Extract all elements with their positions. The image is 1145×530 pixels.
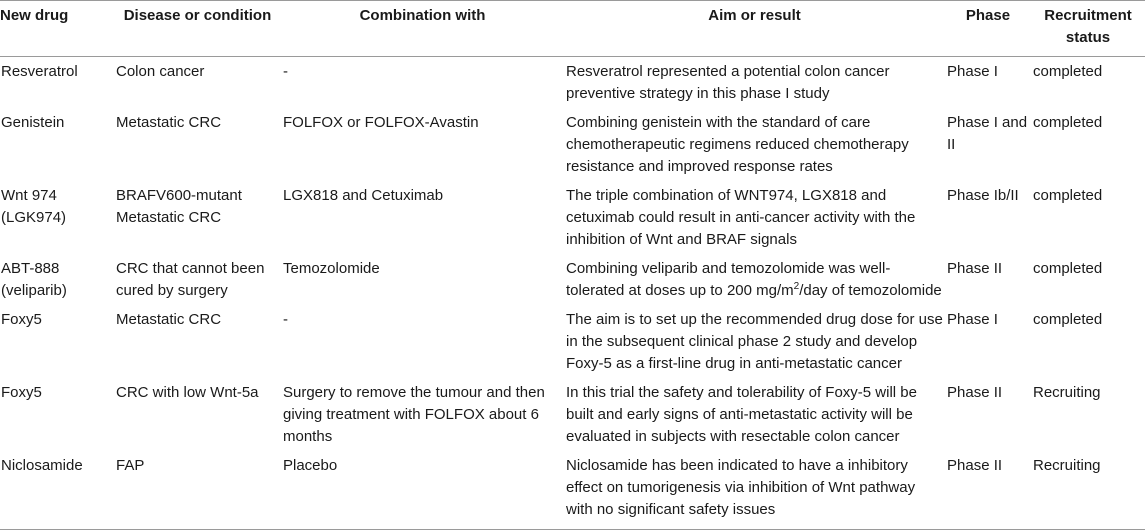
- header-disease: Disease or condition: [123, 7, 272, 24]
- table-row: [0, 378, 1145, 451]
- cell-combination: LGX818 and Cetuximab: [283, 187, 444, 204]
- cell-combination: -: [283, 63, 288, 80]
- cell-phase: Phase I: [947, 63, 998, 80]
- cell-drug: Niclosamide: [1, 457, 83, 474]
- cell-aim: [564, 254, 945, 305]
- cell-drug: Genistein: [1, 114, 65, 131]
- header-new-drug: New drug: [0, 7, 69, 24]
- table-row: [0, 57, 1145, 109]
- cell-drug: Foxy5: [1, 384, 42, 401]
- aim-superscript: 2: [793, 281, 800, 292]
- cell-status: Recruiting: [1033, 457, 1101, 474]
- cell-disease: FAP: [116, 457, 145, 474]
- cell-phase: Phase Ib/II: [947, 187, 1019, 204]
- cell-aim: The aim is to set up the recommended drug dose for use in the subsequent clinical phase 2 study and develop Foxy-5 as a first-line drug in anti-metastatic cancer: [566, 311, 943, 372]
- cell-disease: CRC with low Wnt-5a: [116, 384, 259, 401]
- table-row: [0, 451, 1145, 530]
- cell-status: completed: [1033, 260, 1103, 277]
- cell-phase: Phase II: [947, 260, 1003, 277]
- cell-aim: The triple combination of WNT974, LGX818 and cetuximab could result in anti-cancer activity with the inhibition of Wnt and BRAF signals: [566, 187, 916, 248]
- table-row: [0, 305, 1145, 378]
- table-header: [0, 1, 1145, 57]
- cell-status: completed: [1033, 114, 1103, 131]
- aim-text-before: Combining veliparib and temozolomide was well-tolerated at doses up to 200 mg/m: [566, 260, 891, 299]
- cell-aim: In this trial the safety and tolerability of Foxy-5 will be built and early signs of anti-metastatic activity will be evaluated in subjects with resectable colon cancer: [566, 384, 917, 445]
- table-row: [0, 108, 1145, 181]
- header-row: [0, 1, 1145, 57]
- cell-aim: Resveratrol represented a potential colon cancer preventive strategy in this phase I study: [566, 63, 890, 102]
- cell-drug: ABT-888 (veliparib): [1, 260, 67, 299]
- header-aim: Aim or result: [708, 7, 801, 24]
- cell-drug: Foxy5: [1, 311, 42, 328]
- cell-phase: Phase I: [947, 311, 998, 328]
- cell-aim: Niclosamide has been indicated to have a inhibitory effect on tumorigenesis via inhibition of Wnt pathway with no significant safety issues: [566, 457, 916, 518]
- cell-disease: Metastatic CRC: [116, 311, 222, 328]
- cell-phase: Phase II: [947, 384, 1003, 401]
- cell-combination: Temozolomide: [283, 260, 380, 277]
- cell-status: completed: [1033, 187, 1103, 204]
- table-row: [0, 181, 1145, 254]
- cell-status: completed: [1033, 311, 1103, 328]
- cell-status: Recruiting: [1033, 384, 1101, 401]
- cell-aim: Combining genistein with the standard of care chemotherapeutic regimens reduced chemotherapy resistance and improved response rates: [566, 114, 909, 175]
- table-row: [0, 254, 1145, 305]
- cell-combination: Placebo: [283, 457, 338, 474]
- cell-combination: FOLFOX or FOLFOX-Avastin: [283, 114, 479, 131]
- cell-phase: Phase I and II: [947, 114, 1028, 153]
- cell-drug: Resveratrol: [1, 63, 78, 80]
- cell-phase: Phase II: [947, 457, 1003, 474]
- cell-disease: Metastatic CRC: [116, 114, 222, 131]
- cell-combination: Surgery to remove the tumour and then giving treatment with FOLFOX about 6 months: [283, 384, 545, 445]
- aim-text-after: /day of temozolomide: [799, 282, 942, 299]
- header-phase: Phase: [965, 7, 1011, 24]
- cell-disease: CRC that cannot been cured by surgery: [116, 260, 265, 299]
- header-recruitment-status: Recruitment status: [1044, 7, 1132, 46]
- cell-disease: Colon cancer: [116, 63, 205, 80]
- header-combination: Combination with: [359, 7, 486, 24]
- cell-combination: -: [283, 311, 288, 328]
- cell-disease: BRAFV600-mutant Metastatic CRC: [116, 187, 242, 226]
- table-body: [0, 57, 1145, 530]
- cell-status: completed: [1033, 63, 1103, 80]
- cell-drug: Wnt 974 (LGK974): [1, 187, 67, 226]
